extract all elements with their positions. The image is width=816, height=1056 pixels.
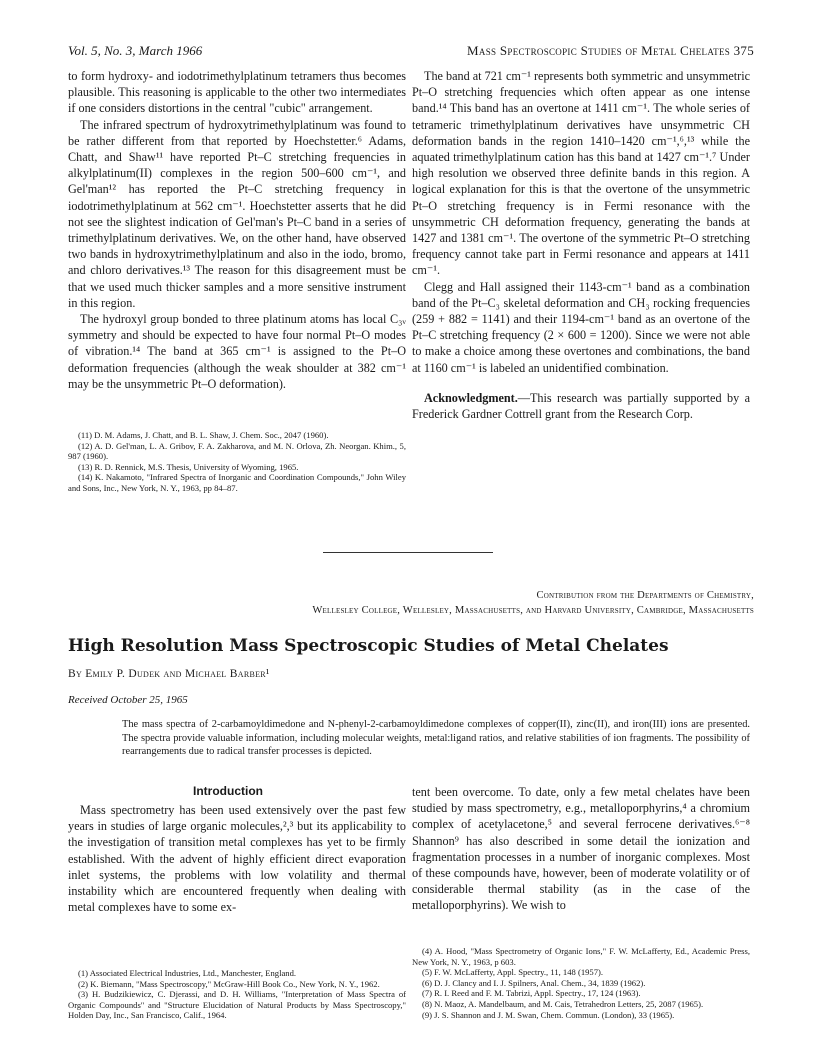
paragraph: Clegg and Hall assigned their 1143-cm⁻¹ band as a combination band of the Pt–C₃ skeletal deformation and CH₃ rocking frequencies (259 + 882 = 1141) and their 1194-cm⁻¹ band as an overtone of the Pt–C stretching frequency (2 × 600 = 1200). Since we were not able to make a choice among these overtones and combinations, the band at 1160 cm⁻¹ is labeled an unidentified combination.	[412, 279, 750, 375]
footnote: (1) Associated Electrical Industries, Ltd., Manchester, England.	[78, 968, 297, 978]
paragraph: to form hydroxy- and iodotrimethylplatinum tetramers thus becomes plausible. This reasoning is applicable to the other two intermediates if one considers distortions in the central "cubic" arrangement.	[68, 69, 406, 116]
paragraph: The hydroxyl group bonded to three platinum atoms has local C₃ᵥ symmetry and should be expected to have four normal Pt–O modes of vibration.¹⁴ The band at 365 cm⁻¹ is assigned to the Pt–O deformation frequencies (although the weak shoulder at 382 cm⁻¹ may be the unsymmetric Pt–O deformation).	[68, 312, 406, 391]
acknowledgment-text: —This research was partially supported by a Frederick Gardner Cottrell grant from the Research Corp.	[412, 390, 750, 422]
acknowledgment-heading: Acknowledgment.	[424, 390, 518, 405]
top-left-footnotes	[68, 430, 406, 494]
section-divider	[323, 552, 493, 553]
paragraph: The infrared spectrum of hydroxytrimethylplatinum was found to be rather different from that reported by Hoechstetter.⁶ Adams, Chatt, and Shaw¹¹ have reported Pt–C stretching frequencies in alkylplatinum(II) complexes in the region 500–600 cm⁻¹, and Gel'man¹² has reported the Pt–C stretching frequency in iodotrimethylplatinum at 562 cm⁻¹. Hoechstetter asserts that he did not see the slightest indication of Gel'man's Pt–C band in a series of trimethylplatinum derivatives. We, on the other hand, have observed two bands in hydroxytrimethylplatinum and also in the iodo, bromo, and chloro derivatives.¹³ The reason for this disagreement must be that we used much thicker samples and a more sensitive instrument in this region.	[68, 117, 406, 310]
contribution-line-2: Wellesley College, Wellesley, Massachusetts, and Harvard University, Cambridge, Massachusetts	[312, 605, 754, 616]
footnote: (12) A. D. Gel'man, L. A. Gribov, F. A. Zakharova, and M. N. Orlova, Zh. Neorgan. Khim., 5, 987 (1960).	[68, 440, 406, 462]
running-header-title: Mass Spectroscopic Studies of Metal Chelates 375	[467, 43, 754, 58]
acknowledgment	[412, 390, 750, 422]
received-date: Received October 25, 1965	[68, 694, 188, 706]
paragraph: tent been overcome. To date, only a few metal chelates have been studied by mass spectrometry, e.g., metalloporphyrins,⁴ a chromium complex of acetylacetone,⁵ and several ferrocene derivatives.⁶⁻⁸ Shannon⁹ has also described in some detail the ionization and fragmentation processes in a number of inorganic complexes. Most of these compounds have, however, been of moderate volatility or of considerable thermal stability (as in the case of the metalloporphyrins). We wish to	[412, 785, 750, 913]
paragraph: Mass spectrometry has been used extensively over the past few years in studies of large organic molecules,²,³ but its applicability to the investigation of transition metal complexes has yet to be firmly established. With the advent of highly efficient direct evaporation inlet systems, the problems with low volatility and thermal instability which are encountered frequently when dealing with metal complexes have to some ex-	[68, 803, 406, 915]
footnote: (14) K. Nakamoto, "Infrared Spectra of Inorganic and Coordination Compounds," John Wiley and Sons, Inc., New York, N. Y., 1963, pp 84–87.	[68, 472, 406, 493]
footnote: (9) J. S. Shannon and J. M. Swan, Chem. Commun. (London), 33 (1965).	[422, 1009, 675, 1020]
top-right-column	[412, 68, 750, 422]
paragraph: The band at 721 cm⁻¹ represents both symmetric and unsymmetric Pt–O stretching frequencies which often appear as one intense band.¹⁴ This band has an overtone at 1411 cm⁻¹. The whole series of tetrameric trimethylplatinum derivatives have unsymmetric CH deformation bands in the region 1410–1420 cm⁻¹,⁶,¹³ while the aquated trimethylplatinum cation has this band at 1427 cm⁻¹.⁷ Under high resolution we observed three definite bands in this region. A logical explanation for this is that the overtone of the unsymmetric Pt–O stretching frequency is in Fermi resonance with the unsymmetric CH deformation frequency, generating the bands at 1427 and 1381 cm⁻¹. The overtone of the symmetric Pt–O stretching frequency cannot take part in Fermi resonance and appears at 1411 cm⁻¹.	[412, 69, 750, 278]
byline: By Emily P. Dudek and Michael Barber¹	[68, 668, 270, 680]
article-title: High Resolution Mass Spectroscopic Studies of Metal Chelates	[68, 636, 669, 656]
running-header-volume: Vol. 5, No. 3, March 1966	[68, 43, 203, 58]
bottom-right-footnotes	[412, 946, 750, 1020]
introduction-heading: Introduction	[193, 784, 263, 798]
footnote: (8) N. Maoz, A. Mandelbaum, and M. Cais, Tetrahedron Letters, 25, 2087 (1965).	[422, 998, 704, 1009]
abstract: The mass spectra of 2-carbamoyldimedone and N-phenyl-2-carbamoyldimedone complexes of copper(II), zinc(II), and iron(III) ions are presented. The spectra provide valuable information, including molecular weights, metal:ligand ratios, and relative stabilities of ion fragments. The possibility of rearrangements due to radical transfer processes is depicted.	[122, 719, 750, 758]
footnote: (11) D. M. Adams, J. Chatt, and B. L. Shaw, J. Chem. Soc., 2047 (1960).	[78, 430, 329, 440]
footnote: (7) R. I. Reed and F. M. Tabrizi, Appl. Spectry., 17, 124 (1963).	[422, 988, 641, 999]
footnote: (13) R. D. Rennick, M.S. Thesis, University of Wyoming, 1965.	[78, 461, 299, 472]
bottom-left-footnotes	[68, 968, 406, 1021]
footnote: (5) F. W. McLafferty, Appl. Spectry., 11, 148 (1957).	[422, 967, 604, 978]
footnote: (6) D. J. Clancy and I. J. Spilners, Anal. Chem., 34, 1839 (1962).	[422, 977, 646, 988]
intro-left-column	[68, 802, 406, 915]
footnote: (2) K. Biemann, "Mass Spectroscopy," McGraw-Hill Book Co., New York, N. Y., 1962.	[78, 978, 380, 989]
intro-right-column	[412, 784, 750, 914]
footnote: (4) A. Hood, "Mass Spectrometry of Organic Ions," F. W. McLafferty, Ed., Academic Press, New York, N. Y., 1963, p 603.	[412, 946, 750, 967]
contribution-line-1: Contribution from the Departments of Chemistry,	[536, 590, 754, 601]
top-left-column	[68, 68, 406, 392]
footnote: (3) H. Budzikiewicz, C. Djerassi, and D. H. Williams, "Interpretation of Mass Spectra of Organic Compounds" and "Structure Elucidation of Natural Products by Mass Spectroscopy," Holden Day, Inc., San Francisco, Calif., 1964.	[68, 989, 406, 1021]
